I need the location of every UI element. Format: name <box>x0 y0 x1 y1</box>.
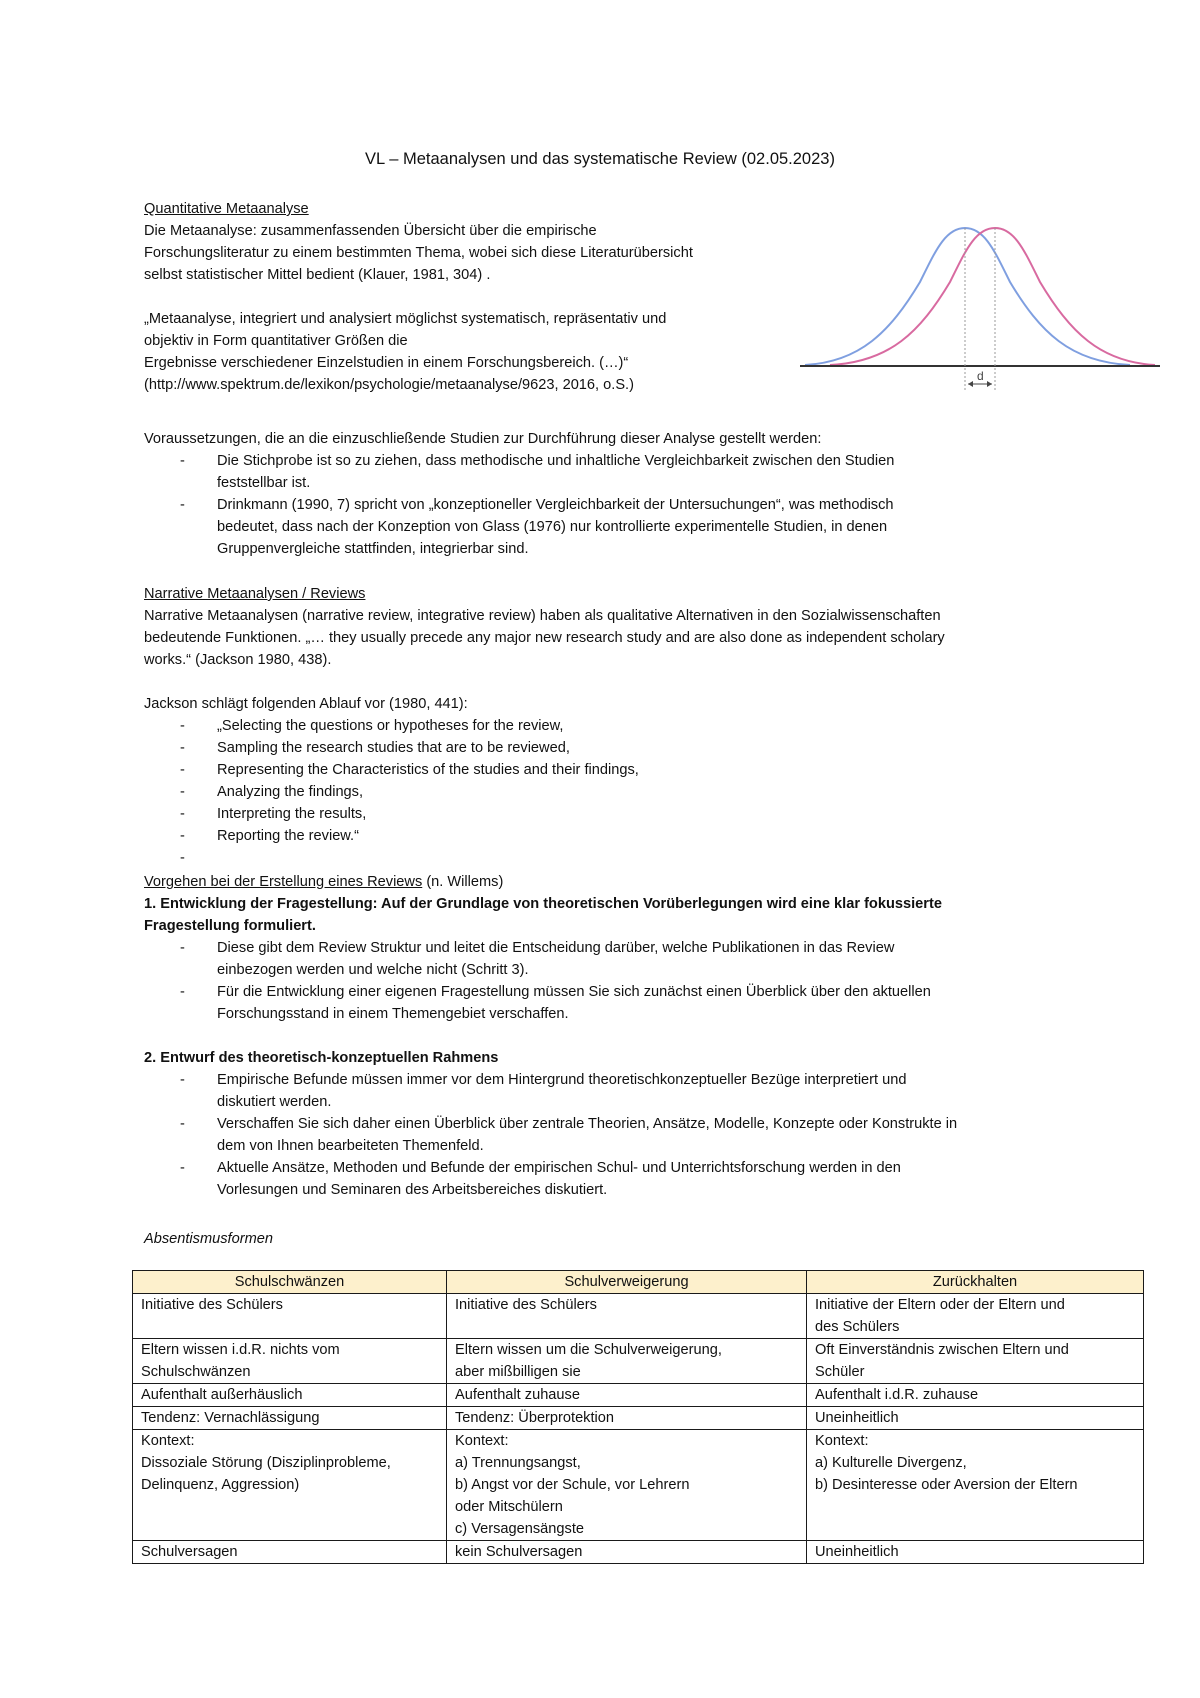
quant-def-line: selbst statistischer Mittel bedient (Klauer, 1981, 304) . <box>144 267 491 283</box>
cell-line: Eltern wissen um die Schulverweigerung, <box>455 1342 722 1358</box>
list-item: - Empirische Befunde müssen immer vor dem Hintergrund theoretischkonzeptueller Bezüge interpretiert und diskutiert werden. <box>144 1069 1104 1113</box>
d-arrow-head-right <box>987 381 992 387</box>
step1-line: 1. Entwicklung der Fragestellung: Auf der Grundlage von theoretischen Vorüberlegungen wird eine klar fokussierte <box>144 896 942 912</box>
cell-line: Schulversagen <box>141 1544 238 1560</box>
cell-line: a) Kulturelle Divergenz, <box>815 1455 967 1471</box>
column-header: Schulschwänzen <box>133 1271 447 1294</box>
list-item: - Aktuelle Ansätze, Methoden und Befunde der empirischen Schul- und Unterrichtsforschung werden in den Vorlesungen und Seminaren des Arbeitsbereiches diskutiert. <box>144 1157 1104 1201</box>
quant-section <box>144 198 804 396</box>
cell-line: Aufenthalt außerhäuslich <box>141 1387 303 1403</box>
table-cell <box>807 1339 1144 1384</box>
step1-list <box>144 937 1104 1025</box>
table-cell <box>807 1541 1144 1564</box>
cell-line: Tendenz: Überprotektion <box>455 1410 615 1426</box>
table-row <box>133 1430 1144 1541</box>
cell-line: Aufenthalt i.d.R. zuhause <box>815 1387 979 1403</box>
quant-quote-line: (http://www.spektrum.de/lexikon/psychologie/metaanalyse/9623, 2016, o.S.) <box>144 377 634 393</box>
quant-def-line: Forschungsliteratur zu einem bestimmten Thema, wobei sich diese Literaturübersicht <box>144 245 693 261</box>
table-row <box>133 1407 1144 1430</box>
cell-line: Kontext: <box>141 1433 195 1449</box>
voraus-list <box>144 450 1104 560</box>
table-row <box>133 1384 1144 1407</box>
cell-line: Schulschwänzen <box>141 1364 251 1380</box>
absentismus-heading: Absentismusformen <box>144 1231 273 1247</box>
table-cell <box>807 1294 1144 1339</box>
cell-line: Initiative der Eltern oder der Eltern und <box>815 1297 1065 1313</box>
step1-line: Fragestellung formuliert. <box>144 918 316 934</box>
narr-line: bedeutende Funktionen. „… they usually precede any major new research study and are also done as independent scholary <box>144 630 945 646</box>
list-item: - Representing the Characteristics of the studies and their findings, <box>144 759 1104 781</box>
cell-line: Initiative des Schülers <box>455 1297 597 1313</box>
cell-line: Uneinheitlich <box>815 1544 899 1560</box>
table-row <box>133 1339 1144 1384</box>
cell-line: Kontext: <box>815 1433 869 1449</box>
quant-heading: Quantitative Metaanalyse <box>144 201 309 217</box>
table-cell <box>133 1541 447 1564</box>
list-item: - Reporting the review.“ <box>144 825 1104 847</box>
table-cell <box>807 1430 1144 1541</box>
narr-heading: Narrative Metaanalysen / Reviews <box>144 586 366 602</box>
table-cell <box>133 1407 447 1430</box>
cell-line: Uneinheitlich <box>815 1410 899 1426</box>
cell-line: c) Versagensängste <box>455 1521 584 1537</box>
list-item: - Analyzing the findings, <box>144 781 1104 803</box>
jackson-intro: Jackson schlägt folgenden Ablauf vor (1980, 441): <box>144 696 468 712</box>
d-label: d <box>977 369 984 383</box>
table-cell <box>133 1339 447 1384</box>
list-item: - Verschaffen Sie sich daher einen Überblick über zentrale Theorien, Ansätze, Modelle, Konzepte oder Konstrukte in dem von Ihnen bearbeiteten Themenfeld. <box>144 1113 1104 1157</box>
cell-line: b) Angst vor der Schule, vor Lehrern <box>455 1477 690 1493</box>
voraussetzungen-section <box>144 428 1104 560</box>
quant-quote-line: Ergebnisse verschiedener Einzelstudien in einem Forschungsbereich. (…)“ <box>144 355 629 371</box>
narr-line: works.“ (Jackson 1980, 438). <box>144 652 332 668</box>
table-cell <box>807 1407 1144 1430</box>
quant-quote-line: „Metaanalyse, integriert und analysiert möglichst systematisch, repräsentativ und <box>144 311 667 327</box>
cell-line: Schüler <box>815 1364 865 1380</box>
cell-line: Aufenthalt zuhause <box>455 1387 580 1403</box>
list-item: - Sampling the research studies that are to be reviewed, <box>144 737 1104 759</box>
quant-def-line: Die Metaanalyse: zusammenfassenden Übersicht über die empirische <box>144 223 597 239</box>
d-arrow-head-left <box>968 381 973 387</box>
table-cell <box>807 1384 1144 1407</box>
cell-line: Eltern wissen i.d.R. nichts vom <box>141 1342 340 1358</box>
normal-distributions-figure <box>800 212 1160 392</box>
cell-line: Tendenz: Vernachlässigung <box>141 1410 320 1426</box>
cell-line: b) Desinteresse oder Aversion der Eltern <box>815 1477 1078 1493</box>
page-title: VL – Metaanalysen und das systematische Review (02.05.2023) <box>365 150 835 168</box>
cell-line: Dissoziale Störung (Disziplinprobleme, <box>141 1455 391 1471</box>
cell-line: aber mißbilligen sie <box>455 1364 581 1380</box>
table-cell <box>447 1541 807 1564</box>
cell-line: oder Mitschülern <box>455 1499 563 1515</box>
cell-line: Initiative des Schülers <box>141 1297 283 1313</box>
table-header-row <box>133 1271 1144 1294</box>
table-cell <box>133 1384 447 1407</box>
list-item: - Interpreting the results, <box>144 803 1104 825</box>
table-row <box>133 1541 1144 1564</box>
cell-line: Delinquenz, Aggression) <box>141 1477 300 1493</box>
cell-line: des Schülers <box>815 1319 900 1335</box>
column-header: Zurückhalten <box>807 1271 1144 1294</box>
table-cell <box>133 1430 447 1541</box>
vorgehen-heading: Vorgehen bei der Erstellung eines Reviews (n. Willems) <box>144 874 504 890</box>
table-cell <box>447 1339 807 1384</box>
table-row <box>133 1294 1144 1339</box>
cell-line: a) Trennungsangst, <box>455 1455 581 1471</box>
table-body <box>133 1294 1144 1564</box>
column-header: Schulverweigerung <box>447 1271 807 1294</box>
cell-line: Oft Einverständnis zwischen Eltern und <box>815 1342 1069 1358</box>
list-item: - Für die Entwicklung einer eigenen Fragestellung müssen Sie sich zunächst einen Überblick über den aktuellen Forschungsstand in einem Themengebiet verschaffen. <box>144 981 1104 1025</box>
narr-line: Narrative Metaanalysen (narrative review, integrative review) haben als qualitative Alternativen in den Sozialwissenschaften <box>144 608 941 624</box>
voraus-intro: Voraussetzungen, die an die einzuschließende Studien zur Durchführung dieser Analyse gestellt werden: <box>144 431 822 447</box>
cell-line: kein Schulversagen <box>455 1544 583 1560</box>
table-cell <box>447 1384 807 1407</box>
table-cell <box>447 1430 807 1541</box>
narrative-section <box>144 583 1104 847</box>
quant-quote-line: objektiv in Form quantitativer Größen die <box>144 333 408 349</box>
table-cell <box>447 1294 807 1339</box>
list-item: - Drinkmann (1990, 7) spricht von „konzeptioneller Vergleichbarkeit der Untersuchungen“, was methodisch bedeutet, dass nach der Konzeption von Glass (1976) nur kontrollierte experimentelle Studien, in denen Gruppenvergleiche stattfinden, integrierbar sind. <box>144 494 1104 560</box>
list-item: - Die Stichprobe ist so zu ziehen, dass methodische und inhaltliche Vergleichbarkeit zwischen den Studien feststellbar ist. <box>144 450 1104 494</box>
cell-line: Kontext: <box>455 1433 509 1449</box>
step2-heading: 2. Entwurf des theoretisch-konzeptuellen Rahmens <box>144 1050 499 1066</box>
step2-list <box>144 1069 1104 1201</box>
list-item: - Diese gibt dem Review Struktur und leitet die Entscheidung darüber, welche Publikationen in das Review einbezogen werden und welche nicht (Schritt 3). <box>144 937 1104 981</box>
table-cell <box>133 1294 447 1339</box>
list-item: - „Selecting the questions or hypotheses for the review, <box>144 715 1104 737</box>
vorgehen-section <box>144 871 1104 1201</box>
absentismus-table <box>132 1270 1144 1564</box>
table-cell <box>447 1407 807 1430</box>
jackson-list <box>144 715 1104 847</box>
